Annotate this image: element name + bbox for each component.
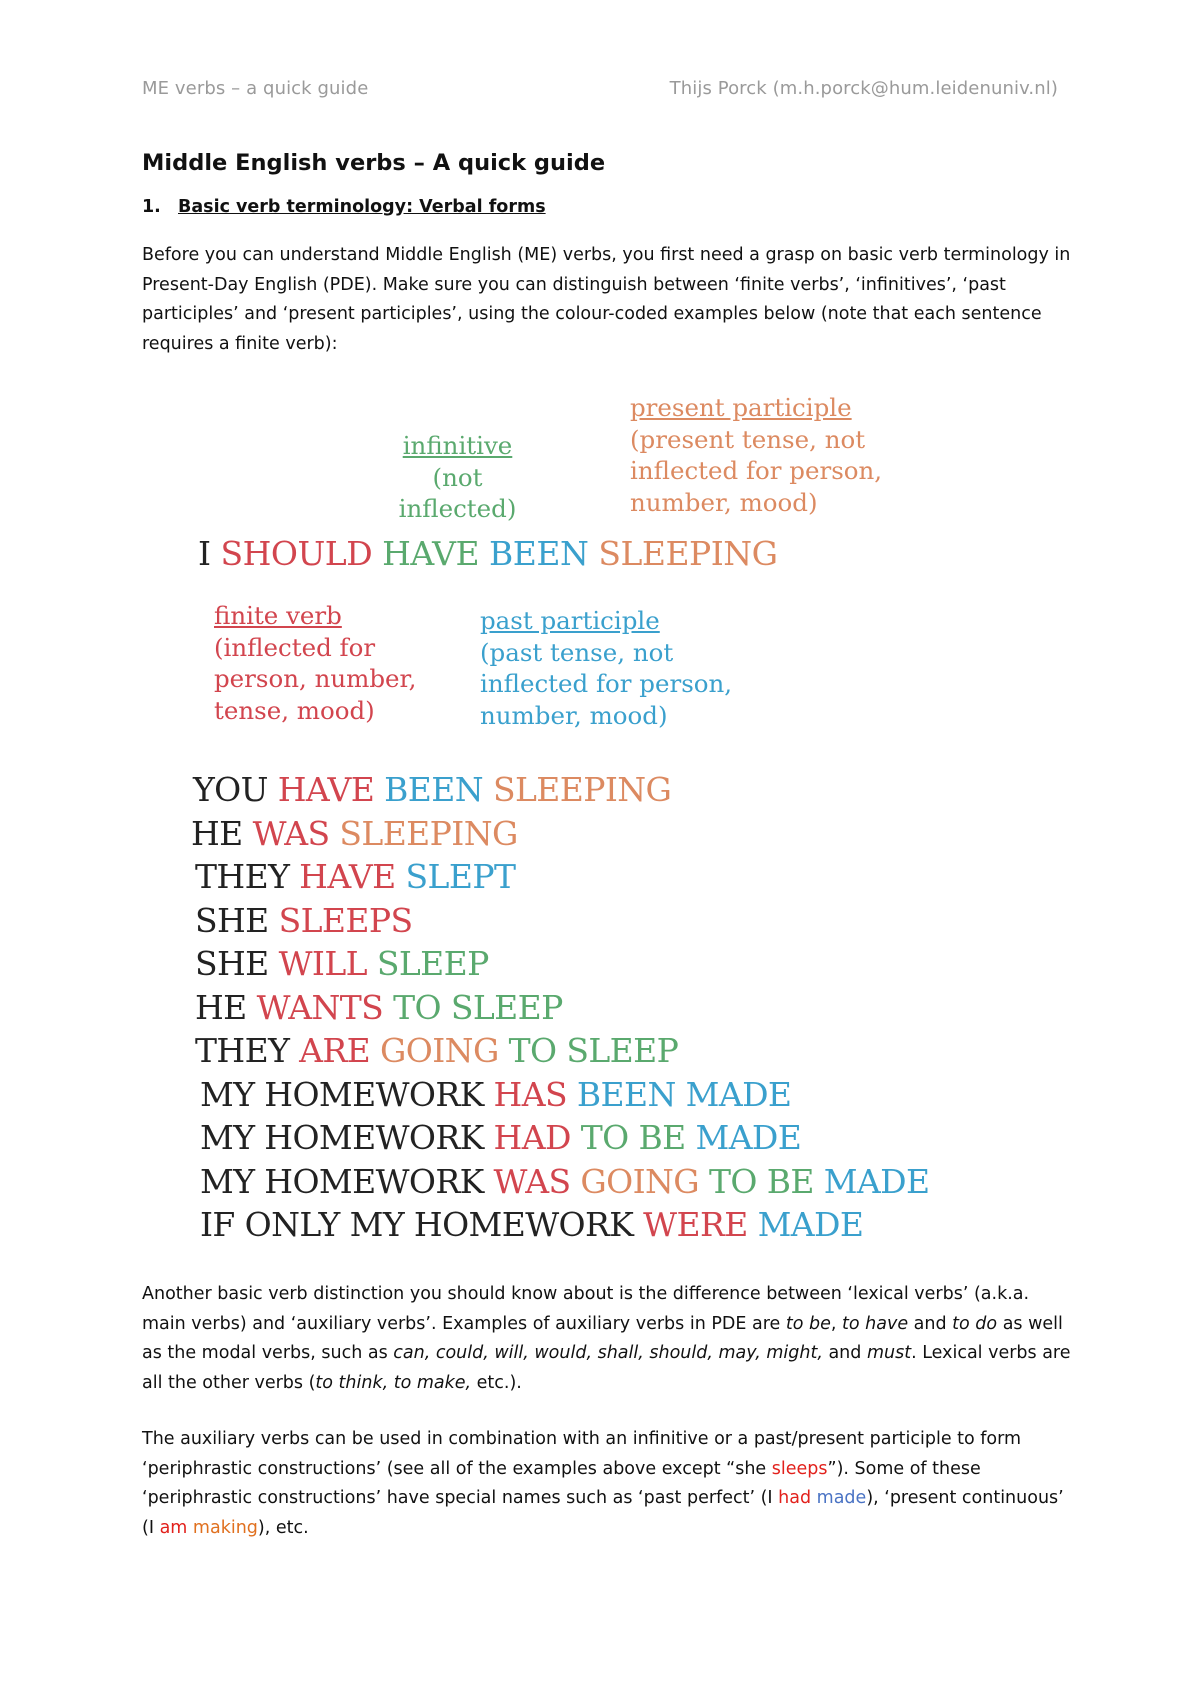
example-sentence bbox=[200, 1162, 930, 1202]
label-present-participle-line: (present tense, not bbox=[630, 424, 866, 454]
text-run-italic: to do bbox=[952, 1313, 998, 1334]
verb-form-finite: WERE bbox=[643, 1205, 758, 1244]
verb-form-finite: HAS bbox=[493, 1074, 577, 1114]
label-infinitive bbox=[370, 430, 545, 525]
label-present-participle-line: number, mood) bbox=[630, 487, 818, 517]
example-sentence bbox=[200, 1205, 863, 1245]
section-heading bbox=[142, 197, 546, 217]
verb-form-present-participle: GOING bbox=[380, 1031, 509, 1070]
verb-form-plain: YOU bbox=[193, 770, 278, 809]
verb-form-finite: HAD bbox=[493, 1118, 581, 1157]
verb-form-plain: HE bbox=[191, 813, 253, 853]
auxiliary-paragraph bbox=[142, 1280, 1077, 1398]
verb-form-finite: WAS bbox=[493, 1161, 581, 1201]
main-example-sentence bbox=[198, 534, 778, 573]
text-run-italic: can, could, will, would, shall, should, may, might, bbox=[393, 1343, 823, 1363]
text-run: The auxiliary verbs can be used in combination with an infinitive or a past/present participle to form ‘periphrastic constructions’ (see all of the examples above except “she bbox=[142, 1429, 1022, 1479]
label-past-participle bbox=[480, 605, 732, 731]
periphrastic-paragraph bbox=[142, 1425, 1077, 1543]
label-finite-verb-line: (inflected for bbox=[214, 632, 376, 662]
label-finite-verb-line: tense, mood) bbox=[214, 695, 375, 725]
intro-paragraph: Before you can understand Middle English (ME) verbs, you first need a grasp on basic verb terminology in Present-Day English (PDE). Make sure you can distinguish between ‘finite verbs’, ‘infinitives’, ‘past participles’ and ‘present participles’, using the colour-coded examples below (note that each sentence requires a finite verb): bbox=[142, 245, 1071, 354]
verb-form-finite: HAVE bbox=[277, 770, 385, 809]
verb-form-finite: WANTS bbox=[256, 987, 394, 1027]
running-header-right: Thijs Porck (m.h.porck@hum.leidenuniv.nl) bbox=[669, 78, 1058, 99]
verb-form-past-participle: MADE bbox=[757, 1205, 864, 1244]
example-sentence bbox=[195, 944, 489, 984]
verb-form-plain: I bbox=[198, 534, 221, 573]
verb-form-plain: SHE bbox=[195, 944, 279, 983]
label-finite-verb-line: person, number, bbox=[214, 664, 417, 693]
verb-form-finite: WILL bbox=[278, 944, 377, 983]
verb-form-past-participle: BEEN MADE bbox=[576, 1074, 792, 1114]
example-sentence bbox=[195, 857, 515, 897]
verb-form-plain: MY HOMEWORK bbox=[200, 1074, 494, 1114]
verb-form-finite: ARE bbox=[299, 1031, 381, 1070]
text-run: ”). Some of these ‘periphrastic constructions’ have special names such as ‘past perfect’ (I bbox=[142, 1458, 981, 1508]
verb-form-plain: THEY bbox=[195, 1031, 300, 1070]
verb-form-present-participle: SLEEPING bbox=[339, 813, 518, 853]
text-run: ), etc. bbox=[257, 1517, 309, 1538]
verb-form-infinitive: TO SLEEP bbox=[508, 1031, 679, 1070]
example-sentence bbox=[195, 901, 413, 941]
verb-form-past-participle: MADE bbox=[823, 1161, 930, 1201]
label-present-participle bbox=[630, 392, 882, 518]
example-sentence bbox=[195, 1031, 678, 1071]
verb-form-present-participle: SLEEPING bbox=[492, 770, 672, 809]
example-sentence bbox=[200, 1118, 801, 1158]
example-sentence bbox=[193, 770, 671, 810]
example-sentence bbox=[191, 814, 518, 854]
label-infinitive-head: infinitive bbox=[402, 431, 513, 460]
verb-form-plain: IF ONLY MY HOMEWORK bbox=[200, 1205, 644, 1244]
text-run-italic: to have bbox=[842, 1313, 909, 1334]
verb-form-past-participle: BEEN bbox=[489, 534, 599, 573]
text-run: , bbox=[830, 1313, 843, 1334]
example-sentence bbox=[200, 1075, 791, 1115]
text-run: and bbox=[908, 1313, 953, 1334]
text-run-red: sleeps bbox=[771, 1458, 828, 1479]
verb-form-plain: THEY bbox=[195, 857, 300, 896]
section-number: 1. bbox=[142, 197, 161, 217]
label-past-participle-line: inflected for person, bbox=[480, 669, 733, 698]
label-present-participle-line: inflected for person, bbox=[630, 456, 883, 485]
text-run: as well as the modal verbs, such as bbox=[142, 1313, 1063, 1363]
section-title: Basic verb terminology: Verbal forms bbox=[178, 197, 546, 217]
verb-form-plain: MY HOMEWORK bbox=[200, 1161, 494, 1201]
verb-form-past-participle: MADE bbox=[695, 1118, 802, 1157]
verb-form-finite: WAS bbox=[252, 813, 340, 853]
label-past-participle-line: (past tense, not bbox=[480, 637, 674, 667]
running-header-left: ME verbs – a quick guide bbox=[142, 78, 369, 99]
label-finite-verb bbox=[214, 600, 416, 726]
verb-form-past-participle: SLEPT bbox=[405, 857, 516, 896]
verb-form-plain: SHE bbox=[195, 900, 279, 940]
text-run-italic: to be bbox=[785, 1313, 831, 1334]
text-run-orange: making bbox=[192, 1517, 258, 1538]
verb-form-infinitive: HAVE bbox=[382, 534, 490, 573]
label-present-participle-head: present participle bbox=[630, 393, 852, 422]
document-title: Middle English verbs – A quick guide bbox=[142, 150, 606, 176]
text-run-blue: made bbox=[816, 1488, 867, 1508]
label-infinitive-line: (not inflected) bbox=[398, 462, 517, 523]
example-sentence bbox=[195, 988, 563, 1028]
text-run-italic: must bbox=[866, 1343, 912, 1363]
verb-form-infinitive: SLEEP bbox=[376, 944, 489, 983]
text-run-red: had bbox=[778, 1488, 812, 1508]
text-run: ), ‘present continuous’ (I bbox=[142, 1488, 1064, 1538]
label-finite-verb-head: finite verb bbox=[214, 601, 342, 630]
verb-form-plain: HE bbox=[195, 987, 257, 1027]
verb-form-finite: SHOULD bbox=[220, 534, 383, 573]
verb-form-finite: HAVE bbox=[299, 857, 406, 896]
verb-form-infinitive: TO BE bbox=[580, 1118, 696, 1157]
verb-form-finite: SLEEPS bbox=[278, 900, 413, 940]
verb-form-present-participle: GOING bbox=[580, 1161, 709, 1201]
text-run: Another basic verb distinction you should know about is the difference between ‘lexical verbs’ (a.k.a. main verbs) and ‘auxiliary verbs’. Examples of auxiliary verbs in PDE are bbox=[142, 1284, 1030, 1334]
label-past-participle-head: past participle bbox=[480, 606, 660, 635]
verb-form-plain: MY HOMEWORK bbox=[200, 1118, 494, 1157]
text-run: and bbox=[822, 1343, 867, 1363]
text-run-red: am bbox=[159, 1517, 188, 1538]
verb-form-past-participle: BEEN bbox=[384, 770, 493, 809]
text-run: etc.). bbox=[471, 1372, 522, 1393]
text-run: . Lexical verbs are all the other verbs ( bbox=[142, 1343, 1071, 1393]
text-run-italic: to think, to make, bbox=[315, 1372, 472, 1393]
verb-form-infinitive: TO BE bbox=[708, 1161, 824, 1201]
verb-form-infinitive: TO SLEEP bbox=[393, 987, 563, 1027]
label-past-participle-line: number, mood) bbox=[480, 700, 668, 730]
verb-form-present-participle: SLEEPING bbox=[598, 534, 778, 573]
